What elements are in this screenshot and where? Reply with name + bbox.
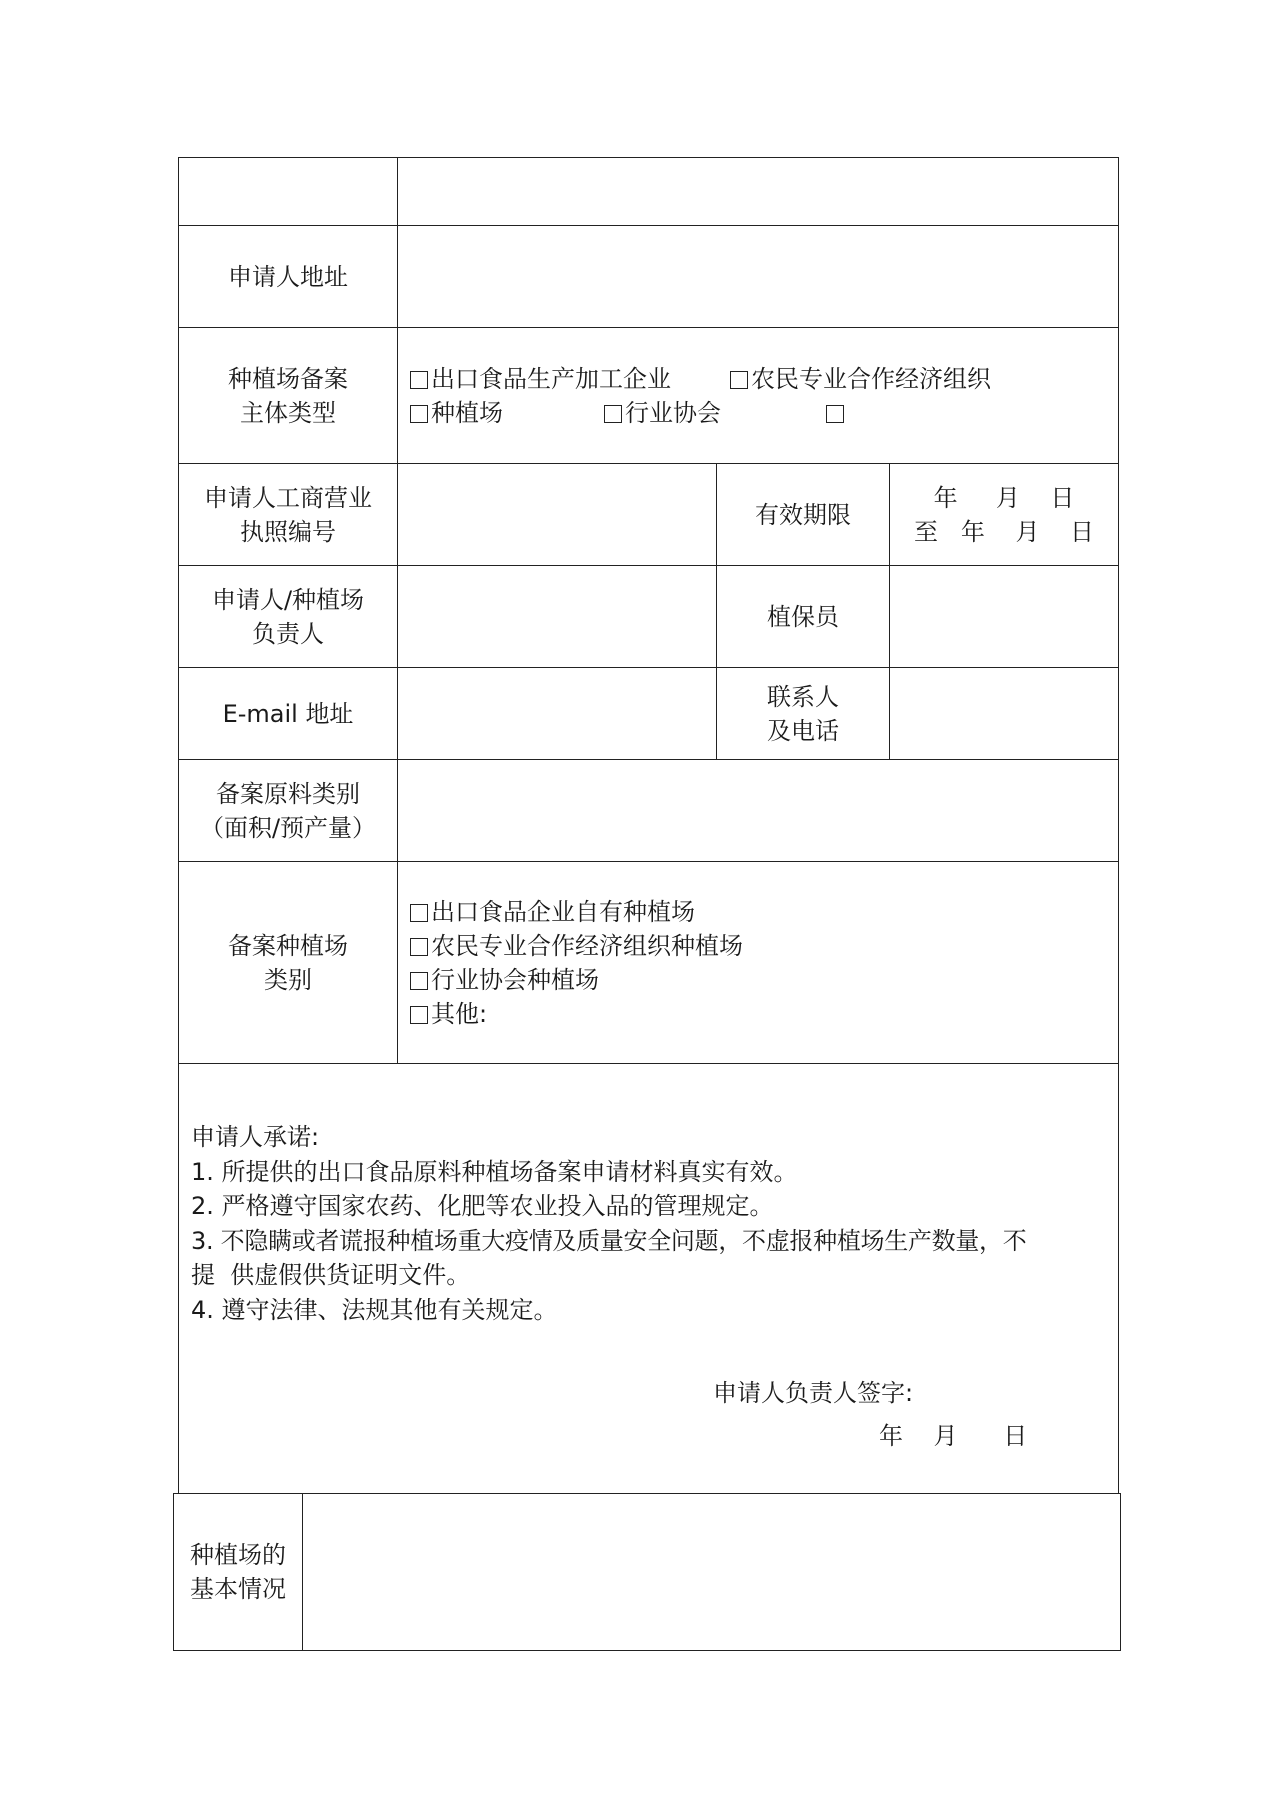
material-field[interactable]: [398, 760, 1119, 862]
pledge-item-3b: 提 供虚假供货证明文件。: [191, 1261, 471, 1289]
entity-option-industry-association[interactable]: [604, 396, 826, 430]
contact-label-line1: 联系人: [767, 682, 839, 711]
pledge-title: 申请人承诺:: [191, 1123, 320, 1151]
checkbox-icon[interactable]: [410, 371, 428, 389]
entity-option-export-food-processor[interactable]: [410, 362, 730, 396]
form-row-blank: [179, 158, 1119, 226]
basic-info-label-line2: 基本情况: [190, 1575, 286, 1603]
contact-field[interactable]: [890, 668, 1119, 760]
checkbox-icon[interactable]: [730, 371, 748, 389]
entity-option-label: 农民专业合作经济组织: [751, 364, 991, 393]
material-label: [179, 760, 398, 862]
pledge-section: [179, 1064, 1119, 1494]
email-label: E-mail 地址: [179, 668, 398, 760]
blank-value-cell[interactable]: [398, 158, 1119, 226]
responsible-label-line1: 申请人/种植场: [211, 585, 365, 614]
entity-type-label: [179, 328, 398, 464]
contact-label-line2: 及电话: [767, 716, 839, 745]
material-label-line1: 备案原料类别: [216, 779, 360, 808]
entity-option-label: 行业协会: [625, 398, 721, 427]
form-row-farm-category: [179, 862, 1119, 1064]
farm-category-label: [179, 862, 398, 1064]
farm-basic-info-table: [173, 1493, 1121, 1651]
farm-category-option-label: 出口食品企业自有种植场: [431, 897, 695, 926]
plant-protector-field[interactable]: [890, 566, 1119, 668]
farm-category-option-other[interactable]: [410, 997, 1118, 1031]
contact-label: [717, 668, 890, 760]
responsible-field[interactable]: [398, 566, 717, 668]
form-row-license: [179, 464, 1119, 566]
blank-label-cell: [179, 158, 398, 226]
validity-date-line2: 至 年 月 日: [914, 517, 1094, 546]
farm-category-option-label: 行业协会种植场: [431, 965, 599, 994]
plant-protector-label: 植保员: [717, 566, 890, 668]
entity-type-label-line2: 主体类型: [240, 398, 336, 427]
responsible-label: [179, 566, 398, 668]
license-number-field[interactable]: [398, 464, 717, 566]
basic-info-label-line1: 种植场的: [190, 1541, 286, 1569]
checkbox-icon[interactable]: [826, 405, 844, 423]
signature-date[interactable]: 年 月 日: [879, 1422, 1028, 1450]
checkbox-icon[interactable]: [604, 405, 622, 423]
pledge-item-1: 1. 所提供的出口食品原料种植场备案申请材料真实有效。: [191, 1157, 798, 1186]
checkbox-icon[interactable]: [410, 938, 428, 956]
farm-category-option-label: 农民专业合作经济组织种植场: [431, 931, 743, 960]
license-label-line2: 执照编号: [240, 517, 336, 546]
pledge-item-4: 4. 遵守法律、法规其他有关规定。: [191, 1295, 558, 1324]
pledge-item-2: 2. 严格遵守国家农药、化肥等农业投入品的管理规定。: [191, 1192, 774, 1220]
basic-info-field[interactable]: [303, 1494, 1121, 1651]
form-row-address: [179, 226, 1119, 328]
basic-info-label: [174, 1494, 303, 1651]
farm-category-label-line2: 类别: [264, 965, 312, 994]
farm-category-option-company-owned[interactable]: [410, 895, 1118, 929]
pledge-item-3a: 3. 不隐瞒或者谎报种植场重大疫情及质量安全问题，不虚报种植场生产数量，不: [191, 1226, 1027, 1255]
material-label-line2: （面积/预产量）: [199, 813, 377, 842]
address-field[interactable]: [398, 226, 1119, 328]
form-row-email: [179, 668, 1119, 760]
entity-type-options: [398, 328, 1119, 464]
checkbox-icon[interactable]: [410, 1006, 428, 1024]
validity-label: 有效期限: [717, 464, 890, 566]
entity-option-farmer-cooperative[interactable]: [730, 362, 991, 396]
license-label-line1: 申请人工商营业: [204, 483, 372, 512]
registration-form-table: [178, 157, 1119, 1494]
form-row-material: [179, 760, 1119, 862]
email-field[interactable]: [398, 668, 717, 760]
basic-info-row: [174, 1494, 1121, 1651]
farm-category-label-line1: 备案种植场: [228, 931, 348, 960]
form-row-pledge: [179, 1064, 1119, 1494]
farm-category-option-label: 其他:: [431, 999, 488, 1028]
farm-category-option-cooperative[interactable]: [410, 929, 1118, 963]
form-row-entity-type: [179, 328, 1119, 464]
farm-category-option-association[interactable]: [410, 963, 1118, 997]
signature-label: 申请人负责人签字:: [713, 1379, 914, 1407]
address-label: 申请人地址: [179, 226, 398, 328]
entity-option-label: 出口食品生产加工企业: [431, 364, 671, 393]
validity-date-line1: 年 月 日: [933, 483, 1075, 512]
entity-option-label: 种植场: [431, 398, 503, 427]
validity-dates[interactable]: [890, 464, 1119, 566]
entity-option-farm[interactable]: [410, 396, 604, 430]
responsible-label-line2: 负责人: [252, 619, 324, 648]
checkbox-icon[interactable]: [410, 405, 428, 423]
entity-type-label-line1: 种植场备案: [228, 364, 348, 393]
checkbox-icon[interactable]: [410, 904, 428, 922]
license-label: [179, 464, 398, 566]
checkbox-icon[interactable]: [410, 972, 428, 990]
farm-category-options: [398, 862, 1119, 1064]
entity-option-other[interactable]: [826, 396, 847, 430]
form-row-responsible: [179, 566, 1119, 668]
